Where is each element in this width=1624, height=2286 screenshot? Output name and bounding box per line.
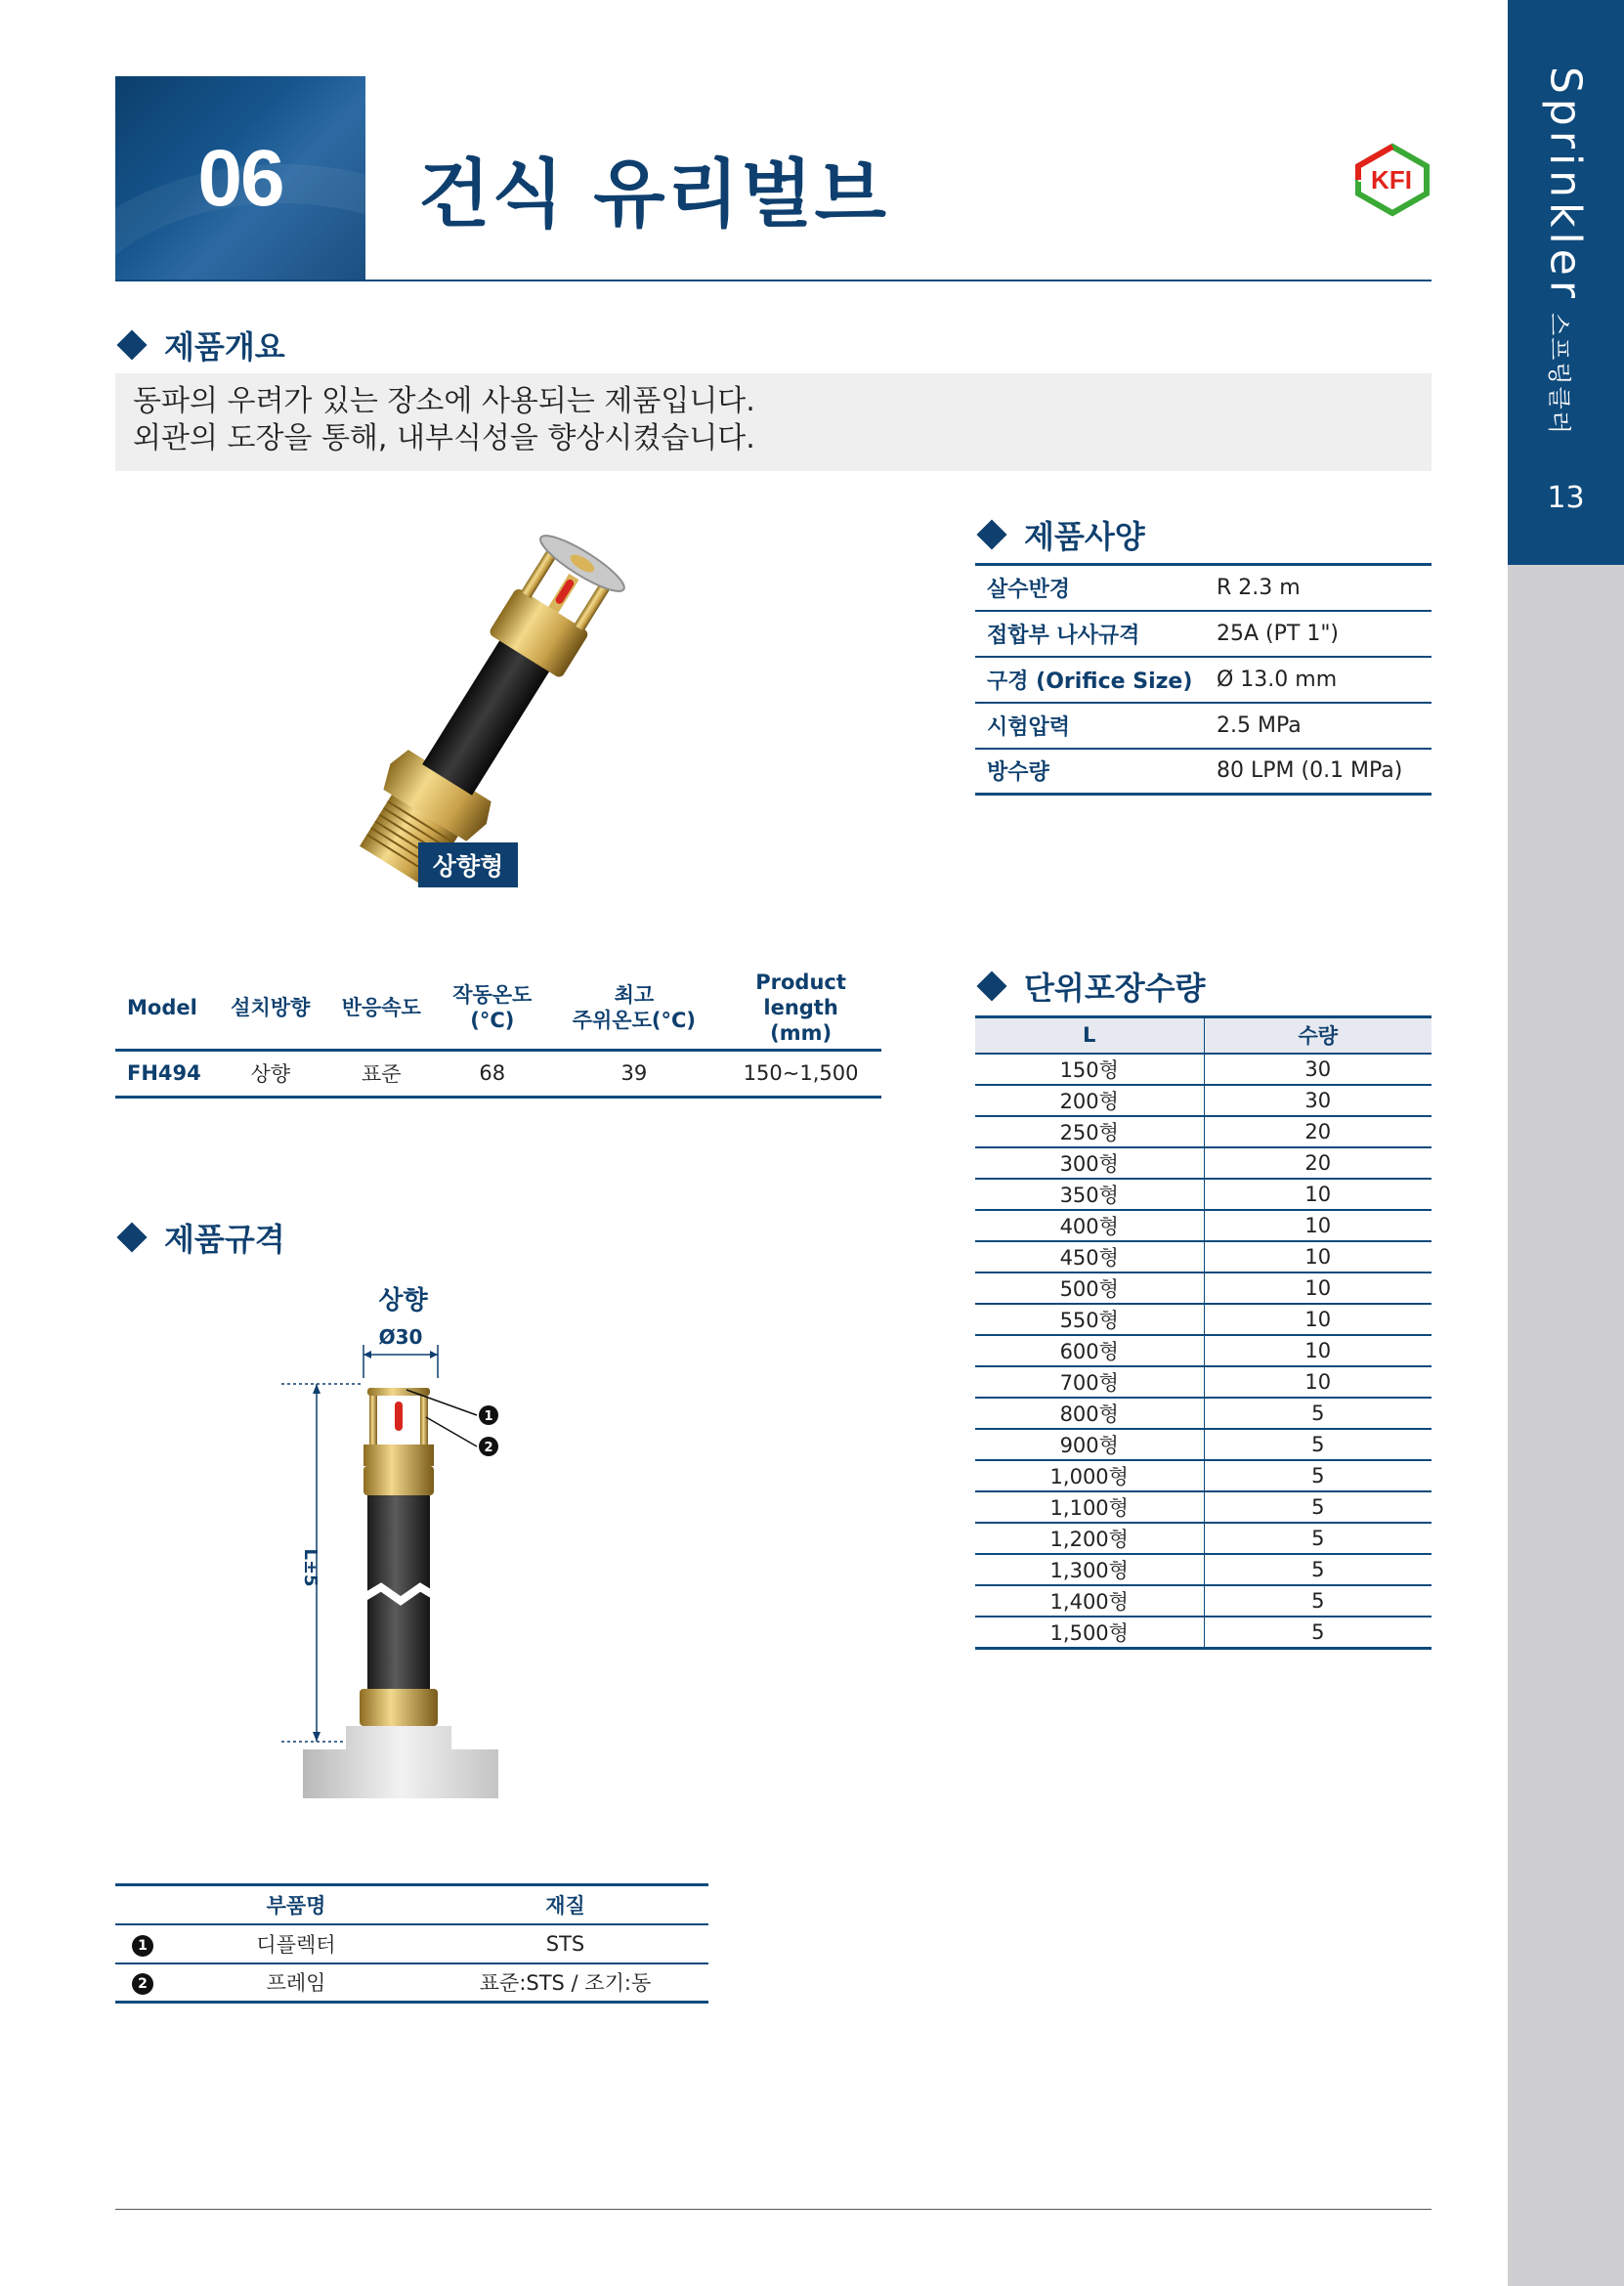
spec-heading	[975, 512, 1145, 557]
col-qty: 수량	[1204, 1017, 1432, 1054]
col-part-name: 부품명	[170, 1885, 422, 1924]
col-material: 재질	[422, 1885, 708, 1924]
parts-table	[115, 1883, 708, 2004]
table-row	[975, 1585, 1432, 1617]
spec-key: 접합부 나사규격	[975, 611, 1205, 657]
cell-num	[115, 1963, 170, 2003]
cell-l: 450형	[975, 1241, 1204, 1272]
cell-qty: 30	[1204, 1085, 1432, 1116]
cell-l: 1,000형	[975, 1460, 1204, 1491]
cell-l: 400형	[975, 1210, 1204, 1241]
cell-max-temp: 39	[548, 1050, 721, 1097]
table-row	[975, 703, 1432, 749]
table-row	[975, 1335, 1432, 1366]
side-title	[1541, 66, 1591, 436]
spec-key: 시험압력	[975, 703, 1205, 749]
table-row	[975, 1241, 1432, 1272]
col-max-line-2: 주위온도(°C)	[572, 1009, 696, 1033]
table-row	[975, 1429, 1432, 1460]
col-l: L	[975, 1017, 1204, 1054]
table-row	[975, 1523, 1432, 1554]
kfi-logo-text: KFI	[1371, 165, 1412, 194]
specs-heading	[115, 1215, 285, 1260]
spec-table	[975, 563, 1432, 796]
table-row	[975, 611, 1432, 657]
cell-qty: 5	[1204, 1398, 1432, 1429]
cell-qty: 10	[1204, 1241, 1432, 1272]
cell-qty: 20	[1204, 1116, 1432, 1147]
table-row	[975, 1116, 1432, 1147]
col-temp-line-2: (°C)	[470, 1009, 515, 1033]
page-number: 13	[1547, 481, 1585, 515]
packaging-header-row	[975, 1017, 1432, 1054]
cell-qty: 5	[1204, 1429, 1432, 1460]
cell-qty: 5	[1204, 1523, 1432, 1554]
table-row	[975, 1304, 1432, 1335]
cell-l: 300형	[975, 1147, 1204, 1179]
cell-qty: 10	[1204, 1335, 1432, 1366]
cell-qty: 20	[1204, 1147, 1432, 1179]
table-row	[975, 1617, 1432, 1649]
spec-key: 구경 (Orifice Size)	[975, 657, 1205, 703]
cell-temp: 68	[437, 1050, 548, 1097]
model-table	[115, 968, 881, 1099]
col-direction: 설치방향	[215, 968, 326, 1050]
table-row	[975, 565, 1432, 611]
col-temp-line-1: 작동온도	[452, 983, 533, 1008]
spec-value: Ø 13.0 mm	[1205, 657, 1432, 703]
packaging-heading	[975, 964, 1205, 1009]
overview-heading	[115, 323, 285, 367]
cell-l: 900형	[975, 1429, 1204, 1460]
parts-header-row	[115, 1885, 708, 1924]
cell-l: 500형	[975, 1272, 1204, 1304]
cell-length: 150~1,500	[720, 1050, 881, 1097]
cell-model: FH494	[115, 1050, 215, 1097]
cell-qty: 10	[1204, 1210, 1432, 1241]
table-row	[975, 749, 1432, 795]
cell-l: 1,100형	[975, 1491, 1204, 1523]
packaging-table-body	[975, 1054, 1432, 1649]
overview-box	[115, 373, 1432, 471]
cell-qty: 5	[1204, 1617, 1432, 1649]
diamond-bullet-icon	[976, 519, 1006, 549]
cell-l: 550형	[975, 1304, 1204, 1335]
overview-line-1: 동파의 우려가 있는 장소에 사용되는 제품입니다.	[133, 384, 755, 418]
spec-value: 80 LPM (0.1 MPa)	[1205, 749, 1432, 795]
cell-part-name: 디플렉터	[170, 1924, 422, 1963]
overview-line-2: 외관의 도장을 통해, 내부식성을 향상시켰습니다.	[133, 421, 755, 455]
col-len-line-3: (mm)	[770, 1021, 833, 1046]
table-row	[975, 1179, 1432, 1210]
cell-direction: 상향	[215, 1050, 326, 1097]
diamond-bullet-icon	[116, 1222, 147, 1252]
packaging-heading-text: 단위포장수량	[1024, 970, 1206, 1007]
table-row	[975, 1054, 1432, 1085]
cell-qty: 5	[1204, 1554, 1432, 1585]
col-num	[115, 1885, 170, 1924]
cell-qty: 5	[1204, 1585, 1432, 1617]
cell-l: 1,500형	[975, 1617, 1204, 1649]
table-row	[975, 1366, 1432, 1398]
parts-table-body	[115, 1924, 708, 2003]
model-table-header-row	[115, 968, 881, 1050]
col-max-temp	[548, 968, 721, 1050]
cell-speed: 표준	[326, 1050, 438, 1097]
side-title-ko: 스프링클러	[1545, 312, 1573, 436]
cell-qty: 10	[1204, 1366, 1432, 1398]
table-row	[975, 1272, 1432, 1304]
col-temp	[437, 968, 548, 1050]
specs-heading-text: 제품규격	[164, 1221, 285, 1258]
cell-l: 250형	[975, 1116, 1204, 1147]
spec-value: 25A (PT 1")	[1205, 611, 1432, 657]
cell-l: 600형	[975, 1335, 1204, 1366]
cell-qty: 5	[1204, 1491, 1432, 1523]
spec-table-body	[975, 565, 1432, 795]
col-len-line-2: length	[763, 996, 838, 1020]
section-number: 06	[197, 134, 283, 223]
drawing-title: 상향	[378, 1286, 428, 1316]
table-row	[975, 1398, 1432, 1429]
cell-l: 800형	[975, 1398, 1204, 1429]
table-row	[975, 1147, 1432, 1179]
cell-qty: 30	[1204, 1054, 1432, 1085]
cell-l: 200형	[975, 1085, 1204, 1116]
callout-2: 2	[484, 1441, 493, 1455]
length-label: L±5	[300, 1548, 321, 1587]
spec-value: R 2.3 m	[1205, 565, 1432, 611]
number-badge: 2	[132, 1973, 153, 1995]
diamond-bullet-icon	[116, 329, 147, 360]
spec-key: 살수반경	[975, 565, 1205, 611]
spec-key: 방수량	[975, 749, 1205, 795]
kfi-logo	[1352, 143, 1432, 217]
page-title: 건식 유리벌브	[418, 151, 888, 237]
col-model: Model	[115, 968, 215, 1050]
diamond-bullet-icon	[976, 970, 1006, 1001]
callout-1: 1	[484, 1409, 493, 1424]
spec-heading-text: 제품사양	[1024, 518, 1145, 555]
table-row	[975, 1554, 1432, 1585]
number-badge: 1	[132, 1935, 153, 1957]
cell-num	[115, 1924, 170, 1963]
cell-l: 700형	[975, 1366, 1204, 1398]
cell-qty: 10	[1204, 1304, 1432, 1335]
section-number-box	[115, 76, 365, 281]
cell-qty: 10	[1204, 1179, 1432, 1210]
side-gray-bar	[1508, 565, 1624, 2286]
table-row	[975, 1210, 1432, 1241]
table-row	[115, 1963, 708, 2003]
side-title-en: Sprinkler	[1540, 66, 1591, 303]
cell-l: 1,400형	[975, 1585, 1204, 1617]
table-row	[115, 1050, 881, 1097]
table-row	[975, 657, 1432, 703]
table-row	[975, 1085, 1432, 1116]
cell-qty: 10	[1204, 1272, 1432, 1304]
photo-label: 상향형	[418, 842, 518, 887]
cell-material: 표준:STS / 조기:동	[422, 1963, 708, 2003]
footer-divider	[115, 2209, 1432, 2210]
table-row	[975, 1491, 1432, 1523]
diameter-label: Ø30	[378, 1325, 423, 1349]
col-length	[720, 968, 881, 1050]
dimension-drawing	[274, 1319, 528, 1798]
col-len-line-1: Product	[755, 970, 846, 995]
cell-l: 1,300형	[975, 1554, 1204, 1585]
overview-heading-text: 제품개요	[164, 328, 285, 366]
cell-part-name: 프레임	[170, 1963, 422, 2003]
cell-l: 350형	[975, 1179, 1204, 1210]
col-max-line-1: 최고	[614, 983, 655, 1008]
cell-material: STS	[422, 1924, 708, 1963]
table-row	[115, 1924, 708, 1963]
col-speed: 반응속도	[326, 968, 438, 1050]
cell-qty: 5	[1204, 1460, 1432, 1491]
spec-value: 2.5 MPa	[1205, 703, 1432, 749]
cell-l: 150형	[975, 1054, 1204, 1085]
table-row	[975, 1460, 1432, 1491]
packaging-table	[975, 1015, 1432, 1650]
cell-l: 1,200형	[975, 1523, 1204, 1554]
